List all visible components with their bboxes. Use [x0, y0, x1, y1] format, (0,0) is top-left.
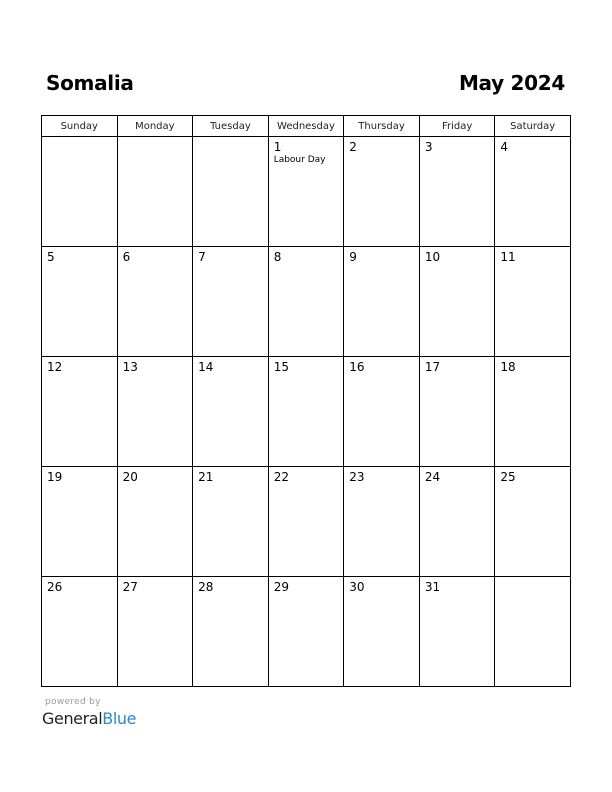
day-cell [42, 247, 118, 357]
day-number: 24 [424, 470, 441, 484]
day-number: 21 [198, 470, 214, 484]
day-number: 30 [349, 580, 365, 594]
day-cell [495, 357, 571, 467]
day-cell [42, 467, 118, 577]
day-cell [419, 247, 495, 357]
weekday-header: Monday [117, 116, 193, 137]
day-number: 2 [349, 140, 357, 154]
day-cell [117, 137, 193, 247]
day-cell [344, 577, 420, 687]
day-number: 7 [198, 250, 206, 264]
day-number: 11 [500, 250, 516, 264]
weekday-header: Wednesday [268, 116, 344, 137]
day-number: 6 [122, 250, 131, 264]
day-cell [344, 467, 420, 577]
brand-blue-text: Blue [102, 709, 137, 728]
week-row [42, 137, 571, 247]
day-cell [117, 357, 193, 467]
day-number: 12 [47, 360, 63, 374]
day-cell [268, 357, 344, 467]
country-title: Somalia [46, 71, 134, 95]
day-cell [268, 137, 344, 247]
day-number: 5 [47, 250, 55, 264]
day-number: 3 [424, 140, 433, 154]
day-cell [495, 467, 571, 577]
day-cell [268, 467, 344, 577]
day-cell [117, 577, 193, 687]
day-cell [495, 577, 571, 687]
day-number: 14 [198, 360, 214, 374]
day-number: 15 [273, 360, 289, 374]
weekday-header: Tuesday [193, 116, 269, 137]
day-cell [42, 137, 118, 247]
weekday-header: Friday [419, 116, 495, 137]
day-cell [419, 137, 495, 247]
week-row [42, 577, 571, 687]
day-number: 25 [500, 470, 516, 484]
day-cell [117, 247, 193, 357]
day-cell [495, 137, 571, 247]
day-number: 18 [500, 360, 516, 374]
day-cell [268, 577, 344, 687]
day-cell [344, 137, 420, 247]
day-cell [193, 137, 269, 247]
day-number: 20 [122, 470, 138, 484]
day-cell [268, 247, 344, 357]
day-cell [344, 357, 420, 467]
day-number: 29 [273, 580, 289, 594]
day-number: 27 [122, 580, 138, 594]
holiday-label: Labour Day [273, 155, 326, 165]
day-cell [42, 357, 118, 467]
day-number: 8 [273, 250, 282, 264]
day-number: 1 [273, 140, 282, 154]
powered-by-label: powered by [45, 697, 101, 707]
day-number: 13 [122, 360, 138, 374]
day-cell [193, 577, 269, 687]
day-number: 16 [349, 360, 365, 374]
day-cell [419, 357, 495, 467]
day-number: 4 [500, 140, 509, 154]
day-number: 9 [349, 250, 357, 264]
day-number: 23 [349, 470, 365, 484]
weekday-header: Sunday [42, 116, 118, 137]
day-cell [419, 467, 495, 577]
day-cell [193, 467, 269, 577]
week-row [42, 357, 571, 467]
generalblue-logo[interactable] [42, 709, 136, 728]
day-number: 10 [424, 250, 441, 264]
day-number: 28 [198, 580, 214, 594]
brand-general-text: General [42, 709, 103, 728]
day-cell [344, 247, 420, 357]
weekday-header: Saturday [495, 116, 571, 137]
day-cell [419, 577, 495, 687]
day-cell [495, 247, 571, 357]
weekday-header-row [42, 116, 571, 137]
day-cell [117, 467, 193, 577]
calendar-grid [41, 115, 571, 687]
day-number: 31 [424, 580, 441, 594]
weekday-header: Thursday [344, 116, 420, 137]
day-number: 22 [273, 470, 289, 484]
day-number: 19 [47, 470, 63, 484]
month-year-title: May 2024 [458, 71, 565, 95]
day-cell [42, 577, 118, 687]
week-row [42, 247, 571, 357]
day-cell [193, 357, 269, 467]
day-number: 17 [424, 360, 441, 374]
week-row [42, 467, 571, 577]
day-cell [193, 247, 269, 357]
day-number: 26 [47, 580, 63, 594]
